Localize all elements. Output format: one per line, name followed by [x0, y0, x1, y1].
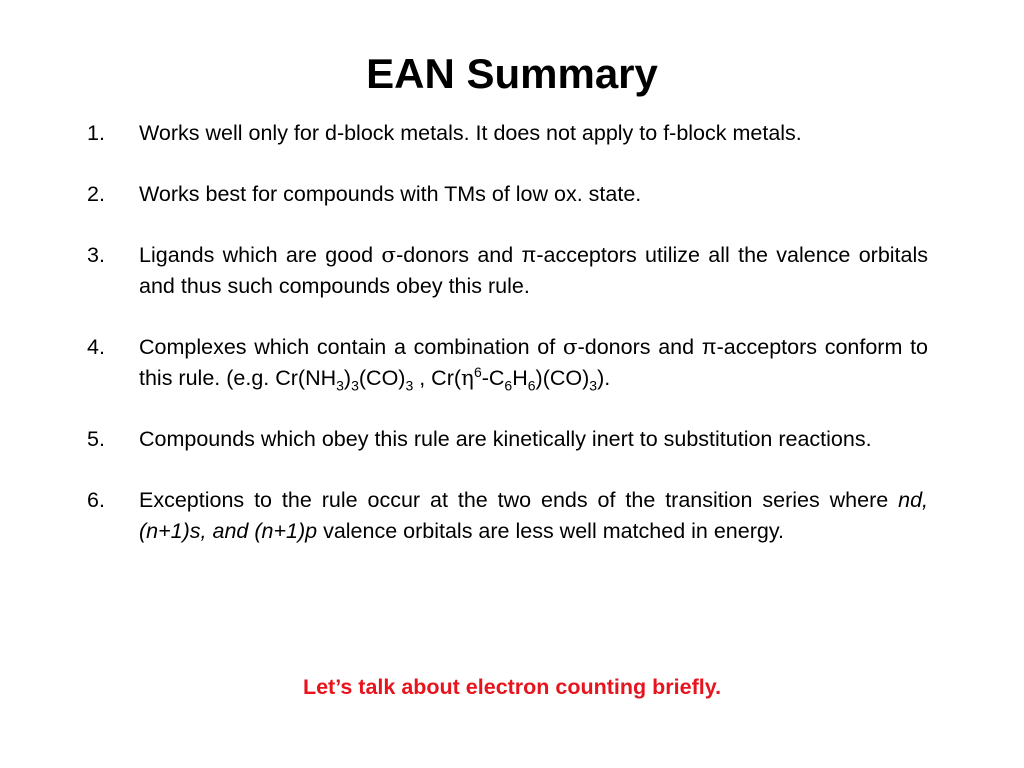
text-segment: ) [343, 366, 352, 390]
subscript: 3 [351, 377, 359, 394]
item-number: 3. [87, 243, 105, 267]
list-item [87, 332, 928, 394]
item-number: 4. [87, 335, 105, 359]
list-item [87, 240, 928, 302]
sigma-symbol: σ [381, 243, 397, 268]
item-number: 2. [87, 182, 105, 206]
item-text: Compounds which obey this rule are kinetically inert to substitution reactions. [139, 427, 872, 451]
text-segment: , Cr( [413, 366, 462, 390]
subscript: 6 [527, 377, 536, 394]
item-text: Works well only for d-block metals. It does not apply to f-block metals. [139, 121, 802, 145]
list-item [87, 485, 928, 547]
item-text [139, 240, 928, 302]
eta-symbol: η [461, 366, 474, 391]
italic-orbitals: nd, (n+1)s, and (n+1)p [139, 488, 928, 543]
footer-callout: Let’s talk about electron counting briefly. [302, 675, 722, 699]
text-segment: Complexes which contain a combination of [139, 335, 563, 359]
text-segment: (CO) [358, 366, 406, 390]
item-text [139, 332, 928, 394]
slide-title: EAN Summary [366, 50, 658, 97]
subscript: 3 [405, 377, 414, 394]
item-number: 5. [87, 427, 105, 451]
text-segment: -donors and π-acceptors utilize all the valence orbitals and thus such compounds obey this rule. [139, 243, 929, 298]
text-segment: valence orbitals are less well matched in energy. [317, 519, 784, 543]
text-segment: H [512, 366, 528, 390]
text-segment: Exceptions to the rule occur at the two ends of the transition series where [139, 488, 899, 512]
item-text: Works best for compounds with TMs of low ox. state. [139, 182, 642, 206]
item-text [139, 485, 928, 547]
list-item [87, 118, 928, 149]
subscript: 3 [336, 377, 344, 394]
sigma-symbol: σ [562, 335, 578, 360]
superscript: 6 [473, 363, 482, 380]
item-number: 1. [87, 121, 105, 145]
subscript: 6 [504, 377, 513, 394]
text-segment: Ligands which are good [139, 243, 382, 267]
summary-list [87, 118, 928, 577]
text-segment: -C [481, 366, 505, 390]
text-segment: )(CO) [535, 366, 590, 390]
text-segment: -donors and π-acceptors conform to this rule. (e.g. Cr(NH [139, 335, 928, 390]
subscript: 3 [589, 377, 598, 394]
text-segment: ). [597, 366, 611, 390]
list-item [87, 424, 928, 455]
list-item [87, 179, 928, 210]
item-number: 6. [87, 488, 105, 512]
